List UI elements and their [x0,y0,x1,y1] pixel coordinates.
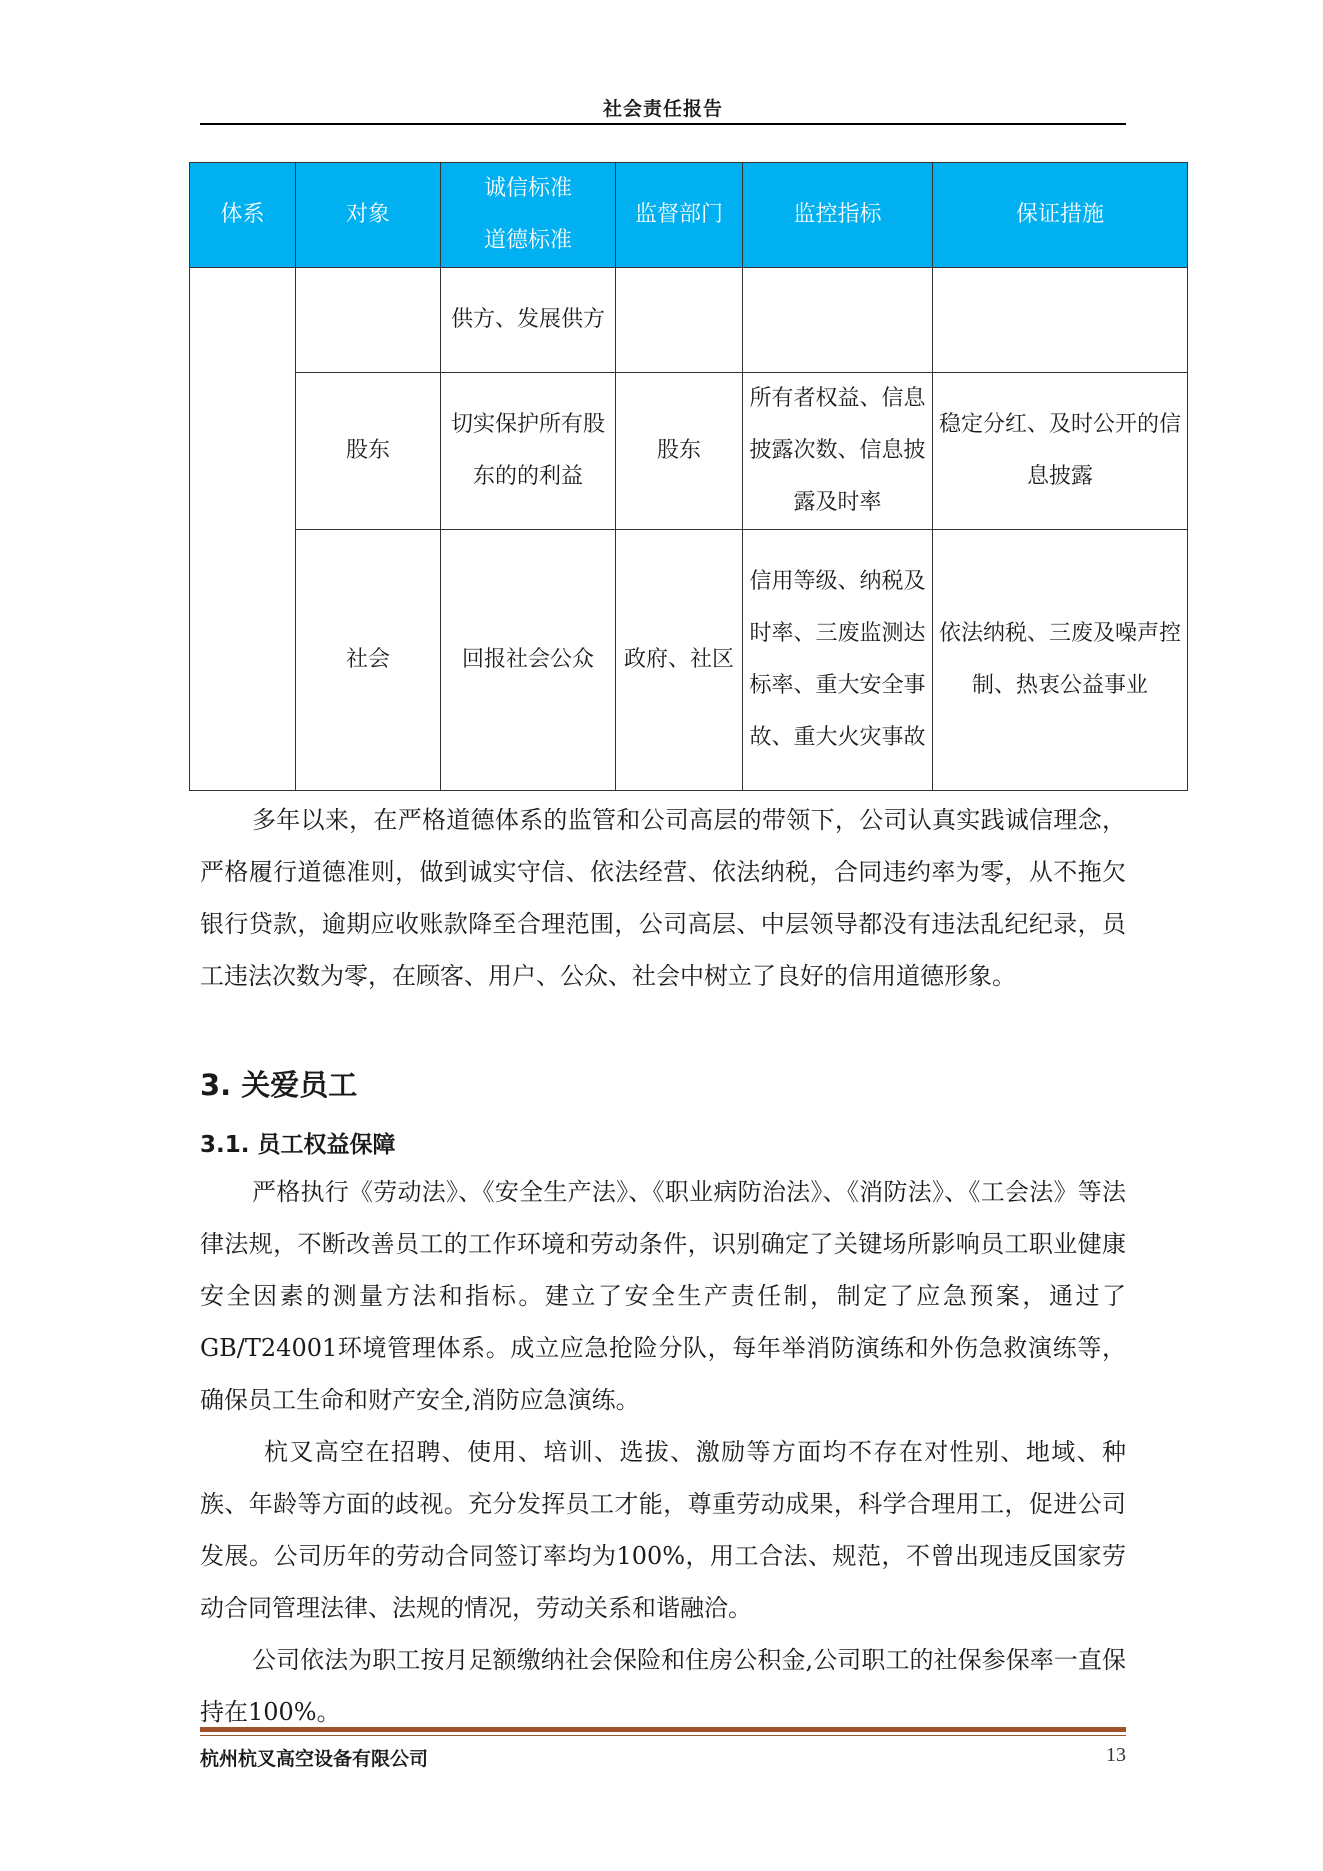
footer-company-name: 杭州杭叉高空设备有限公司 [200,1748,429,1770]
header-object: 对象 [296,163,441,268]
cell-standard: 切实保护所有股东的的利益 [441,373,616,530]
page-number: 13 [1106,1744,1126,1766]
cell-department [616,268,743,373]
table-row [190,530,1188,791]
cell-measures: 稳定分红、及时公开的信息披露 [933,373,1188,530]
header-standard-line1: 诚信标准 [483,176,572,201]
cell-object: 股东 [296,373,441,530]
table-row [190,373,1188,530]
header-system: 体系 [190,163,296,268]
cell-system [190,268,296,791]
cell-object: 社会 [296,530,441,791]
cell-department: 政府、社区 [616,530,743,791]
table-row [190,268,1188,373]
cell-indicator: 所有者权益、信息披露次数、信息披露及时率 [743,373,933,530]
cell-indicator [743,268,933,373]
header-standard [441,163,616,268]
cell-object [296,268,441,373]
header-divider [200,123,1126,125]
cell-department: 股东 [616,373,743,530]
header-measures: 保证措施 [933,163,1188,268]
table-header-row [190,163,1188,268]
cell-indicator: 信用等级、纳税及时率、三废监测达标率、重大安全事故、重大火灾事故 [743,530,933,791]
report-header-title: 社会责任报告 [602,98,723,120]
social-insurance-paragraph: 公司依法为职工按月足额缴纳社会保险和住房公积金,公司职工的社保参保率一直保持在100%。 [200,1646,1126,1726]
cell-standard: 供方、发展供方 [441,268,616,373]
header-department: 监督部门 [616,163,743,268]
integrity-paragraph: 多年以来，在严格道德体系的监管和公司高层的带领下，公司认真实践诚信理念，严格履行道德准则，做到诚实守信、依法经营、依法纳税，合同违约率为零，从不拖欠银行贷款，逾期应收账款降至合理范围，公司高层、中层领导都没有违法乱纪纪录，员工违法次数为零，在顾客、用户、公众、社会中树立了良好的信用道德形象。 [200,806,1126,990]
cell-standard: 回报社会公众 [441,530,616,791]
responsibility-table [189,162,1188,791]
footer-divider-thin [200,1735,1126,1736]
cell-measures [933,268,1188,373]
non-discrimination-paragraph: 杭叉高空在招聘、使用、培训、选拔、激励等方面均不存在对性别、地域、种族、年龄等方面的歧视。充分发挥员工才能，尊重劳动成果，科学合理用工，促进公司发展。公司历年的劳动合同签订率均为100%，用工合法、规范，不曾出现违反国家劳动合同管理法律、法规的情况，劳动关系和谐融洽。 [200,1438,1126,1622]
labor-law-paragraph: 严格执行《劳动法》、《安全生产法》、《职业病防治法》、《消防法》、《工会法》等法律法规，不断改善员工的工作环境和劳动条件，识别确定了关键场所影响员工职业健康安全因素的测量方法和指标。建立了安全生产责任制，制定了应急预案，通过了GB/T24001环境管理体系。成立应急抢险分队，每年举消防演练和外伤急救演练等，确保员工生命和财产安全,消防应急演练。 [200,1178,1126,1414]
cell-measures: 依法纳税、三废及噪声控制、热衷公益事业 [933,530,1188,791]
subsection-heading: 3.1. 员工权益保障 [200,1132,396,1158]
header-standard-line2: 道德标准 [483,228,572,253]
header-indicator: 监控指标 [743,163,933,268]
section-heading: 3. 关爱员工 [200,1068,358,1102]
footer-divider-thick [200,1727,1126,1732]
